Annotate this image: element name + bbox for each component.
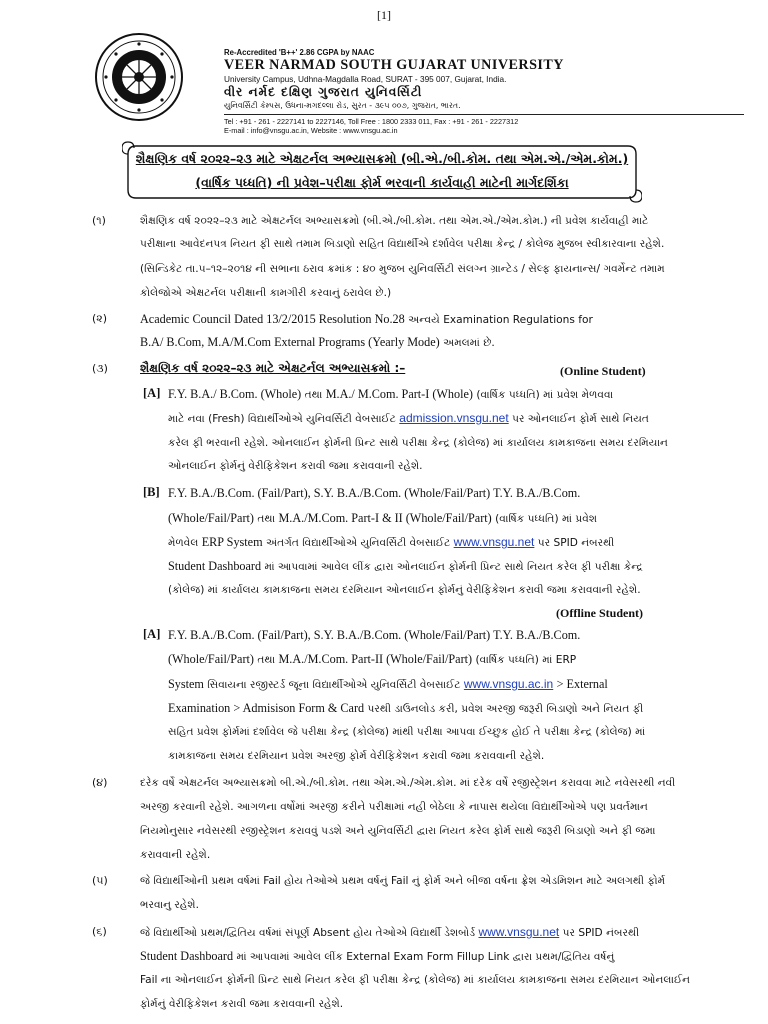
- section-6-line-3: Fail ના ઓનલાઈન ફોર્મની પ્રિન્ટ સાથે નિયત કરેલ ફી પરીક્ષા કેન્દ્ર (કોલેજ) માં કાર્યાલય કામકાજના સમય દરમિયાન ઓનલાઈન: [140, 974, 691, 986]
- section-1-line-3: (સિન્ડિકેટ તા.૫–૧૨–૨૦૧૪ ની સભાના ઠરાવ ક્રમાંક : ૪૦ મુજબ યુનિવર્સિટી સંલગ્ન ગ્રાન્ટેડ / સેલ્ફ ફાયનાન્સ/ ગવર્મેન્ટ તમામ: [140, 263, 665, 275]
- section-number: (૧): [92, 214, 106, 227]
- conjunction-text: તથા: [257, 654, 276, 666]
- university-name-gujarati: વીર નર્મદ દક્ષિણ ગુજરાત યુનિવર્સિટી: [224, 84, 423, 99]
- scroll-frame-icon: [122, 140, 642, 204]
- online-a-line-3: કરેલ ફી ભરવાની રહેશે. ઓનલાઈન ફોર્મની પ્રિન્ટ સાથે પરીક્ષા કેન્દ્ર (કોલેજ) માં કાર્યાલય કામકાજના સમય દરમિયાન: [168, 437, 668, 449]
- item-label-b: [B]: [143, 485, 160, 499]
- admission-text: (વાર્ષિક પધ્ધતિ) માં પ્રવેશ: [495, 513, 598, 525]
- online-a-line-4: ઓનલાઈન ફોર્મનું વેરીફિકેશન કરાવી જમા કરાવવાની રહેશે.: [168, 460, 423, 472]
- online-b-line-3: [168, 535, 614, 550]
- section-5-line-2: ભરવાનુ રહેશે.: [140, 899, 199, 911]
- offline-a-line-3: [168, 677, 608, 692]
- section-4-line-2: અરજી કરવાની રહેશે. આગળના વર્ષોમાં અરજી કરીને પરીક્ષામાં નહી બેઠેલા કે નાપાસ થયેલા વિદ્યાર્થીઓએ પણ પ્રવર્તમાન: [140, 801, 648, 813]
- instruction-text: મેળવેલ: [168, 537, 199, 549]
- vnsgu-net-link[interactable]: www.vnsgu.net: [453, 535, 535, 549]
- online-b-line-1: [168, 486, 580, 501]
- offline-a-line-4: [168, 701, 643, 716]
- instruction-text: પરથી ડાઉનલોડ કરી, પ્રવેશ અરજી જરૂરી બિડાણો અને નિયત ફી: [367, 703, 644, 715]
- erp-system-text: ERP System: [201, 535, 263, 549]
- course-text: M.A./M.Com. Part-II (Whole/Fail/Part): [278, 652, 473, 666]
- offline-a-line-5: સહિત પ્રવેશ ફોર્મમાં દર્શાવેલ જે પરીક્ષા કેન્દ્ર (કોલેજ) માંથી પરીક્ષા આપવા ઈચ્છુક હોઈ તે પરીક્ષા કેન્દ્ર (કોલેજ) માં: [168, 726, 646, 738]
- section-number: (૩): [92, 362, 108, 375]
- instruction-text: માં આપવામાં આવેલ લીંક દ્વારા ઓનલાઈન ફોર્મની પ્રિન્ટ સાથે નિયત કરેલ ફી પરીક્ષા કેન્દ્ર: [264, 561, 643, 573]
- online-student-label: (Online Student): [560, 364, 646, 378]
- course-text: (Whole/Fail/Part): [168, 511, 254, 525]
- accreditation-text: Re-Accredited 'B++' 2.86 CGPA by NAAC: [224, 48, 375, 57]
- university-seal-icon: [94, 32, 184, 122]
- resolution-text-gujarati: અન્વયે Examination Regulations for: [408, 314, 593, 326]
- course-text: M.A./M.Com. Part-I & II (Whole/Fail/Part): [278, 511, 492, 525]
- section-4-line-3: નિયમોનુસાર નવેસરથી રજીસ્ટ્રેશન કરાવવું પડશે અને યુનિવર્સિટી દ્વારા નિયત કરેલ ફોર્મ સાથે જરૂરી બિડાણો અને ફી જમા: [140, 825, 656, 837]
- section-6-line-4: ફોર્મનું વેરીફિકેશન કરાવી જમા કરાવવાની રહેશે.: [140, 998, 344, 1010]
- offline-a-line-2: [168, 652, 576, 667]
- section-4-line-1: દરેક વર્ષે એક્ષટર્નલ અભ્યાસક્રમો બી.એ./બી.કોમ. તથા એમ.એ./એમ.કોમ. માં દરેક વર્ષે રજીસ્ટ્રેશન કરાવવા માટે નવેસરથી નવી: [140, 777, 676, 789]
- section-2-line-2: [140, 335, 495, 350]
- title-line-2: (વાર્ષિક પધ્ધતિ) ની પ્રવેશ–પરીક્ષા ફોર્મ ભરવાની કાર્યવાહી માટેની માર્ગદર્શિકા: [195, 175, 569, 190]
- section-number: (૨): [92, 312, 108, 325]
- online-a-line-2: [168, 411, 649, 426]
- section-4-line-4: કરાવવાની રહેશે.: [140, 849, 211, 861]
- course-text: F.Y. B.A./B.Com. (Fail/Part), S.Y. B.A./B.Com. (Whole/Fail/Part) T.Y. B.A./B.Com.: [168, 486, 581, 500]
- student-dashboard-text: Student Dashboard: [168, 559, 262, 573]
- instruction-text: માં આપવામાં આવેલ લીંક External Exam Form Fillup Link દ્વારા પ્રથમ/દ્વિતિય વર્ષનું: [236, 951, 615, 963]
- course-text: (Whole/Fail/Part): [168, 652, 254, 666]
- instruction-text: પર ઓનલાઈન ફોર્મ સાથે નિયત: [512, 413, 649, 425]
- offline-a-line-1: [168, 628, 580, 643]
- course-text: F.Y. B.A./B.Com. (Fail/Part), S.Y. B.A./B.Com. (Whole/Fail/Part) T.Y. B.A./B.Com.: [168, 628, 581, 642]
- course-text: M.A./ M.Com. Part-I (Whole): [325, 387, 473, 401]
- programs-text: B.A/ B.Com, M.A/M.Com External Programs (Yearly Mode): [140, 335, 440, 349]
- instruction-text: માટે નવા (Fresh) વિદ્યાર્થીઓએ યુનિવર્સિટી વેબસાઈટ: [168, 413, 396, 425]
- section-3-heading: શૈક્ષણિક વર્ષ ૨૦૨૨–૨૩ માટે એક્ષટર્નલ અભ્યાસક્રમો :–: [140, 361, 406, 375]
- instruction-text: અંતર્ગત વિદ્યાર્થીઓએ યુનિવર્સિટી વેબસાઈટ: [265, 537, 451, 549]
- item-label-a: [A]: [143, 386, 161, 400]
- letterhead: [94, 30, 734, 135]
- system-text: System: [168, 677, 204, 691]
- contact-email: E-mail : info@vnsgu.ac.in, Website : www.vnsgu.ac.in: [224, 126, 398, 135]
- title-line-1: શૈક્ષણિક વર્ષ ૨૦૨૨–૨૩ માટે એક્ષટર્નલ અભ્યાસક્રમો (બી.એ./બી.કોમ. તથા એમ.એ./એમ.કોમ.): [135, 151, 629, 166]
- conjunction-text: તથા: [257, 513, 276, 525]
- navigation-path-text: > External: [556, 677, 608, 691]
- section-6-line-2: [140, 949, 614, 964]
- student-dashboard-text: Student Dashboard: [140, 949, 234, 963]
- offline-student-label: (Offline Student): [556, 606, 643, 620]
- offline-a-line-6: કામકાજના સમય દરમિયાન પ્રવેશ અરજી ફોર્મ વેરીફિકેશન કરાવી જમા કરાવવાની રહેશે.: [168, 750, 545, 762]
- title-banner: [122, 140, 642, 204]
- instruction-text: પર SPID નંબરથી: [562, 927, 640, 939]
- vnsgu-ac-in-link[interactable]: www.vnsgu.ac.in: [463, 677, 554, 691]
- admission-text: (વાર્ષિક પધ્ધતિ) માં ERP: [475, 654, 577, 666]
- vnsgu-net-link[interactable]: www.vnsgu.net: [478, 925, 560, 939]
- online-b-line-4: [168, 559, 643, 574]
- section-1-line-2: પરીક્ષાના આવેદનપત્ર નિયત ફી સાથે તમામ બિડાણો સહિત વિદ્યાર્થીએ દર્શાવેલ પરીક્ષા કેન્દ્ર / કોલેજ મુજબ સ્વીકારવાના રહેશે.: [140, 238, 665, 250]
- item-label-a: [A]: [143, 627, 161, 641]
- instruction-text: સિવાયના રજીસ્ટર્ડ જૂના વિદ્યાર્થીઓએ યુનિવર્સિટી વેબસાઈટ: [207, 679, 461, 691]
- navigation-path-text: Examination > Admisison Form & Card: [168, 701, 365, 715]
- section-number: (૬): [92, 925, 107, 938]
- online-b-line-2: [168, 511, 597, 526]
- section-2-line-1: [140, 312, 593, 327]
- course-text: F.Y. B.A./ B.Com. (Whole): [168, 387, 302, 401]
- conjunction-text: તથા: [304, 389, 323, 401]
- university-address: University Campus, Udhna-Magdalla Road, SURAT - 395 007, Gujarat, India.: [224, 74, 507, 84]
- programs-text-gujarati: અમલમાં છે.: [443, 337, 495, 349]
- header-rule: [224, 114, 744, 115]
- section-6-line-1: [140, 925, 639, 940]
- contact-telephone: Tel : +91 - 261 - 2227141 to 2227146, Toll Free : 1800 2333 011, Fax : +91 - 261 - 2227312: [224, 117, 519, 126]
- page-number: [1]: [377, 8, 391, 22]
- university-address-gujarati: યુનિવર્સિટી કેમ્પસ, ઉધના-મગદલ્લા રોડ, સુરત - ૩૯૫ ૦૦૭, ગુજરાત, ભારત.: [224, 101, 461, 110]
- admission-portal-link[interactable]: admission.vnsgu.net: [399, 411, 509, 425]
- section-number: (૪): [92, 776, 108, 789]
- admission-text: (વાર્ષિક પધ્ધતિ) માં પ્રવેશ મેળવવા: [476, 389, 614, 401]
- resolution-text: Academic Council Dated 13/2/2015 Resolution No.28: [140, 312, 405, 326]
- section-number: (૫): [92, 874, 108, 887]
- online-a-line-1: [168, 387, 613, 402]
- section-5-line-1: જે વિદ્યાર્થીઓની પ્રથમ વર્ષમાં Fail હોય તેઓએ પ્રથમ વર્ષનું Fail નું ફોર્મ અને બીજા વર્ષના ફ્રેશ એડમિશન માટે અલગથી ફોર્મ: [140, 875, 666, 887]
- instruction-text: જે વિદ્યાર્થીઓ પ્રથમ/દ્વિતિય વર્ષમાં સંપૂર્ણ Absent હોય તેઓએ વિદ્યાર્થી ડેશબોર્ડ: [140, 927, 476, 939]
- instruction-text: પર SPID નંબરથી: [537, 537, 615, 549]
- university-name: VEER NARMAD SOUTH GUJARAT UNIVERSITY: [224, 57, 564, 73]
- section-1-line-1: શૈક્ષણિક વર્ષ ૨૦૨૨–૨૩ માટે એક્ષટર્નલ અભ્યાસક્રમો (બી.એ./બી.કોમ. તથા એમ.એ./એમ.કોમ.) ની પ્રવેશ કાર્યવાહી માટે: [140, 215, 649, 227]
- section-1-line-4: કોલેજોએ એક્ષટર્નલ પરીક્ષાની કામગીરી કરવાનું ઠરાવેલ છે.): [140, 287, 392, 299]
- online-b-line-5: (કોલેજ) માં કાર્યાલય કામકાજના સમય દરમિયાન ઓનલાઈન ફોર્મનું વેરીફિકેશન કરાવી જમા કરાવવાની રહેશે.: [168, 584, 641, 596]
